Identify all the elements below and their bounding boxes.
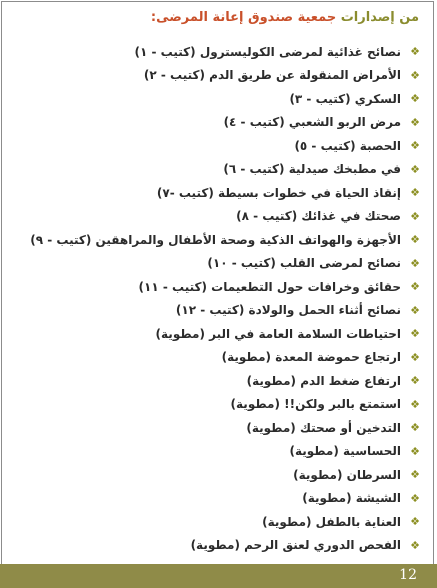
list-item bbox=[23, 416, 423, 440]
list-item bbox=[23, 463, 423, 487]
diamond-ornament-icon: ❖ bbox=[410, 45, 420, 59]
list-item-label: ارتفاع ضغط الدم (مطوية) bbox=[246, 373, 401, 388]
list-item bbox=[23, 87, 423, 111]
list-item-label: الفحص الدوري لعنق الرحم (مطوية) bbox=[190, 538, 401, 553]
list-item bbox=[23, 228, 423, 252]
list-item-label: العناية بالطفل (مطوية) bbox=[262, 514, 401, 529]
list-item-label: التدخين أو صحتك (مطوية) bbox=[246, 420, 401, 435]
list-item bbox=[23, 205, 423, 229]
list-item-label: الحصبة (كتيب - ٥) bbox=[294, 138, 401, 153]
list-item bbox=[23, 440, 423, 464]
list-item bbox=[23, 510, 423, 534]
list-item-label: نصائح غذائية لمرضى الكوليسترول (كتيب - ١) bbox=[134, 44, 401, 59]
list-item-label: الأمراض المنقولة عن طريق الدم (كتيب - ٢) bbox=[143, 68, 401, 83]
list-item bbox=[23, 181, 423, 205]
page-number: 12 bbox=[399, 567, 417, 583]
diamond-ornament-icon: ❖ bbox=[410, 491, 420, 505]
list-item-label: الشيشة (مطوية) bbox=[302, 491, 401, 506]
list-item bbox=[23, 275, 423, 299]
list-item bbox=[23, 40, 423, 64]
diamond-ornament-icon: ❖ bbox=[410, 374, 420, 388]
list-item bbox=[23, 487, 423, 511]
diamond-ornament-icon: ❖ bbox=[410, 162, 420, 176]
footer-bar bbox=[0, 564, 437, 588]
list-item-label: ارتجاع حموضة المعدة (مطوية) bbox=[221, 350, 401, 365]
diamond-ornament-icon: ❖ bbox=[410, 186, 420, 200]
list-item bbox=[23, 134, 423, 158]
heading-title: جمعية صندوق إعانة المرضى: bbox=[150, 10, 337, 25]
list-item-label: الحساسية (مطوية) bbox=[289, 444, 401, 459]
heading-prefix: من إصدارات bbox=[340, 10, 419, 25]
list-item-label: نصائح لمرضى القلب (كتيب - ١٠) bbox=[207, 256, 401, 271]
diamond-ornament-icon: ❖ bbox=[410, 68, 420, 82]
diamond-ornament-icon: ❖ bbox=[410, 303, 420, 317]
diamond-ornament-icon: ❖ bbox=[410, 515, 420, 529]
diamond-ornament-icon: ❖ bbox=[410, 327, 420, 341]
diamond-ornament-icon: ❖ bbox=[410, 468, 420, 482]
diamond-ornament-icon: ❖ bbox=[410, 256, 420, 270]
diamond-ornament-icon: ❖ bbox=[410, 421, 420, 435]
list-item bbox=[23, 252, 423, 276]
list-item bbox=[23, 346, 423, 370]
diamond-ornament-icon: ❖ bbox=[410, 233, 420, 247]
diamond-ornament-icon: ❖ bbox=[410, 397, 420, 411]
diamond-ornament-icon: ❖ bbox=[410, 209, 420, 223]
page-heading bbox=[151, 10, 419, 25]
list-item bbox=[23, 369, 423, 393]
list-item-label: حقائق وخرافات حول التطعيمات (كتيب - ١١) bbox=[138, 279, 401, 294]
diamond-ornament-icon: ❖ bbox=[410, 538, 420, 552]
list-item-label: احتياطات السلامة العامة في البر (مطوية) bbox=[155, 326, 401, 341]
list-item bbox=[23, 299, 423, 323]
diamond-ornament-icon: ❖ bbox=[410, 115, 420, 129]
list-item bbox=[23, 158, 423, 182]
list-item-label: السرطان (مطوية) bbox=[293, 467, 401, 482]
list-item-label: في مطبخك صيدلية (كتيب - ٦) bbox=[223, 162, 401, 177]
diamond-ornament-icon: ❖ bbox=[410, 139, 420, 153]
diamond-ornament-icon: ❖ bbox=[410, 92, 420, 106]
diamond-ornament-icon: ❖ bbox=[410, 350, 420, 364]
list-item bbox=[23, 393, 423, 417]
list-item-label: الأجهزة والهواتف الذكية وصحة الأطفال والمراهقين (كتيب - ٩) bbox=[30, 232, 401, 247]
diamond-ornament-icon: ❖ bbox=[410, 280, 420, 294]
list-item bbox=[23, 64, 423, 88]
list-item-label: صحتك في غذائك (كتيب - ٨) bbox=[236, 209, 401, 224]
list-item bbox=[23, 111, 423, 135]
list-item-label: السكري (كتيب - ٣) bbox=[289, 91, 401, 106]
diamond-ornament-icon: ❖ bbox=[410, 444, 420, 458]
publications-list bbox=[23, 40, 423, 557]
list-item-label: إنقاذ الحياة في خطوات بسيطة (كتيب -٧) bbox=[156, 185, 401, 200]
list-item-label: استمتع بالبر ولكن!! (مطوية) bbox=[230, 397, 401, 412]
list-item-label: مرض الربو الشعبي (كتيب - ٤) bbox=[223, 115, 401, 130]
list-item bbox=[23, 534, 423, 558]
list-item-label: نصائح أثناء الحمل والولادة (كتيب - ١٢) bbox=[175, 303, 401, 318]
list-item bbox=[23, 322, 423, 346]
